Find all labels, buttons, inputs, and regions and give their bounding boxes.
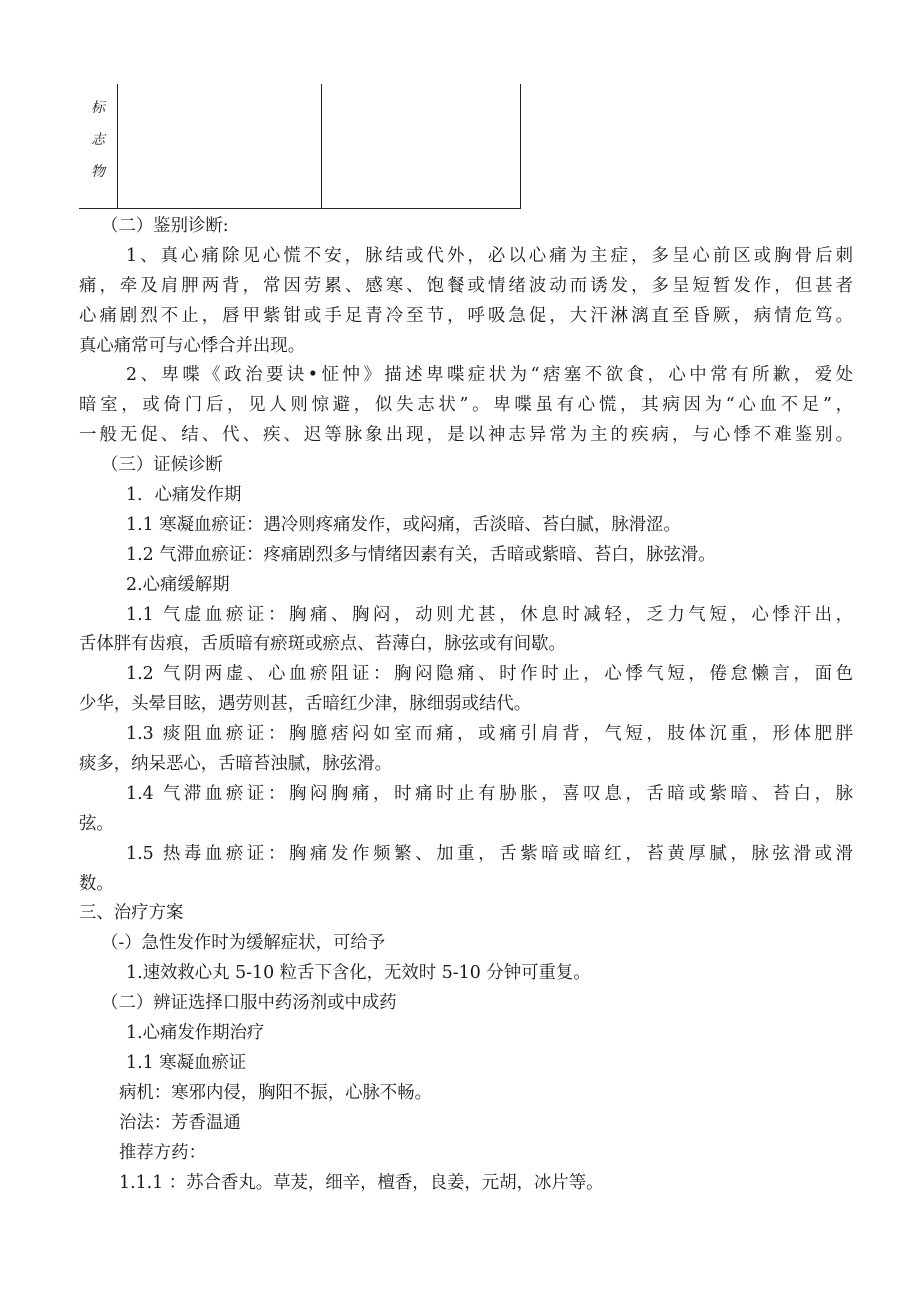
text-line: 推荐方药：	[119, 1142, 206, 1163]
text-line: 数。	[79, 873, 114, 894]
paragraph	[79, 242, 853, 362]
text-line: 痰多，纳呆恶心，舌暗苔浊腻，脉弦滑。	[79, 754, 393, 775]
section-heading: （三）证候诊断	[101, 455, 223, 476]
table-divider	[520, 84, 521, 208]
paragraph	[79, 720, 853, 780]
section-heading: 三、治疗方案	[79, 903, 184, 924]
paragraph	[79, 601, 853, 661]
paragraph	[79, 660, 853, 720]
text-line: 1.5 热毒血瘀证：胸痛发作频繁、加重，舌紫暗或暗红，苔黄厚腻，脉弦滑或滑	[126, 843, 853, 864]
text-line: 舌体胖有齿痕，舌质暗有瘀斑或瘀点、苔薄白，脉弦或有间歇。	[79, 634, 566, 655]
text-line: 少华，头晕目眩，遇劳则甚，舌暗红少津，脉细弱或结代。	[79, 694, 532, 715]
text-line: 1.速效救心丸 5-10 粒舌下含化，无效时 5-10 分钟可重复。	[126, 963, 591, 984]
text-line: 心痛剧烈不止，唇甲紫钳或手足青冷至节，呼吸急促，大汗淋漓直至昏厥，病情危笃。	[79, 305, 853, 326]
subsection-title: （-）急性发作时为缓解症状，可给予	[101, 933, 386, 954]
text-line: 1.2 气滞血瘀证：疼痛剧烈多与情绪因素有关，舌暗或紫暗、苔白，脉弦滑。	[126, 544, 716, 565]
text-line: 1.3 痰阻血瘀证：胸臆痞闷如室而痛，或痛引肩背，气短，肢体沉重，形体肥胖	[126, 724, 853, 745]
text-line: 1、真心痛除见心慌不安，脉结或代外，必以心痛为主症，多呈心前区或胸骨后刺	[126, 245, 853, 266]
text-line: 1.1.1 ：苏合香丸。草茇，细辛，檀香，良姜，元胡，冰片等。	[119, 1172, 604, 1193]
text-line: 1.4 气滞血瘀证：胸闷胸痛，时痛时止有胁胀，喜叹息，舌暗或紫暗、苔白，脉	[126, 783, 853, 804]
subsection-title: 1．心痛发作期	[126, 485, 242, 506]
subsection-title: 2.心痛缓解期	[126, 574, 230, 595]
paragraph	[79, 361, 853, 451]
table-fragment	[79, 84, 521, 209]
text-line: 真心痛常可与心悸合并出现。	[79, 335, 306, 356]
text-line: 治法：芳香温通	[119, 1112, 241, 1133]
paragraph	[79, 780, 853, 840]
table-row-label	[79, 92, 117, 188]
label-char: 物	[91, 164, 105, 180]
section-heading: （二）鉴别诊断:	[101, 216, 229, 236]
subsection-title: 1.1 寒凝血瘀证	[126, 1052, 247, 1073]
table-divider	[117, 84, 118, 208]
label-char: 标	[91, 100, 105, 116]
text-line: 病机：寒邪内侵，胸阳不振，心脉不畅。	[119, 1082, 433, 1103]
document-body	[79, 212, 853, 1198]
text-line: 2、卑喋《政治要诀•怔忡》描述卑喋症状为“痞塞不欲食，心中常有所歉，爱处	[126, 365, 853, 386]
label-char: 志	[91, 132, 105, 148]
text-line: 弦。	[79, 813, 114, 834]
subsection-title: （二）辨证选择口服中药汤剂或中成药	[101, 993, 397, 1014]
subsection-title: 1.心痛发作期治疗	[126, 1023, 265, 1044]
text-line: 暗室，或倚门后，见人则惊避，似失志状”。卑喋虽有心慌，其病因为“心血不足”，	[79, 395, 853, 416]
table-divider	[321, 84, 322, 208]
text-line: 1.1 寒凝血瘀证：遇冷则疼痛发作，或闷痛，舌淡暗、苔白腻，脉滑涩。	[126, 514, 681, 535]
text-line: 痛，牵及肩胛两背，常因劳累、感寒、饱餐或情绪波动而诱发，多呈短暂发作，但甚者	[79, 275, 853, 296]
paragraph	[79, 840, 853, 900]
text-line: 1.2 气阴两虚、心血瘀阻证：胸闷隐痛、时作时止，心悸气短，倦怠懒言，面色	[126, 664, 853, 685]
text-line: 一般无促、结、代、疾、迟等脉象出现，是以神志异常为主的疾病，与心悸不难鉴别。	[79, 425, 853, 446]
text-line: 1.1 气虚血瘀证：胸痛、胸闷，动则尤甚，休息时减轻，乏力气短，心悸汗出，	[126, 604, 853, 625]
